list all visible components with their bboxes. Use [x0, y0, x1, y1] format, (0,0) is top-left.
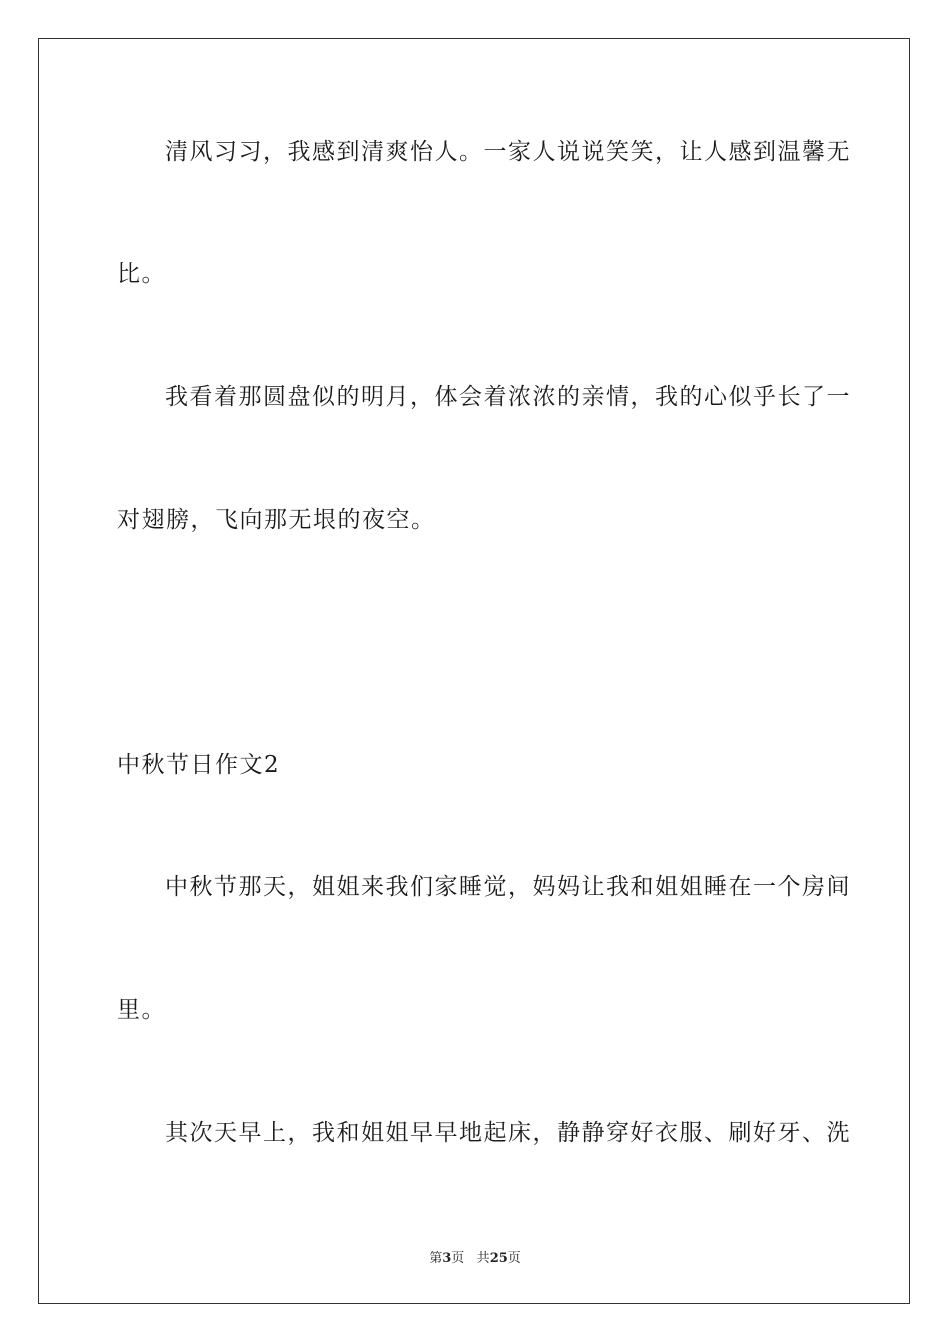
paragraph-2-line-1: 我看着那圆盘似的明月，体会着浓浓的亲情，我的心似乎长了一 — [165, 384, 851, 410]
footer-page-number: 3 — [442, 1251, 452, 1266]
footer-total-suffix: 页 — [507, 1251, 521, 1266]
paragraph-1-line-2: 比。 — [117, 261, 166, 287]
paragraph-2-line-2: 对翅膀，飞向那无垠的夜空。 — [117, 507, 436, 533]
paragraph-4-line-1: 其次天早上，我和姐姐早早地起床，静静穿好衣服、刷好牙、洗 — [165, 1120, 851, 1146]
footer-page-prefix: 第 — [429, 1251, 443, 1266]
section-heading: 中秋节日作文2 — [117, 752, 281, 778]
paragraph-3-line-1: 中秋节那天，姐姐来我们家睡觉，妈妈让我和姐姐睡在一个房间 — [165, 874, 851, 900]
footer-total-prefix: 共 — [476, 1251, 490, 1266]
footer-page-suffix: 页 — [451, 1251, 465, 1266]
footer-total-pages: 25 — [489, 1251, 508, 1266]
page-footer — [0, 1247, 950, 1266]
paragraph-3-line-2: 里。 — [117, 997, 166, 1023]
paragraph-1-line-1: 清风习习，我感到清爽怡人。一家人说说笑笑，让人感到温馨无 — [165, 139, 851, 165]
page-border — [38, 38, 910, 1304]
